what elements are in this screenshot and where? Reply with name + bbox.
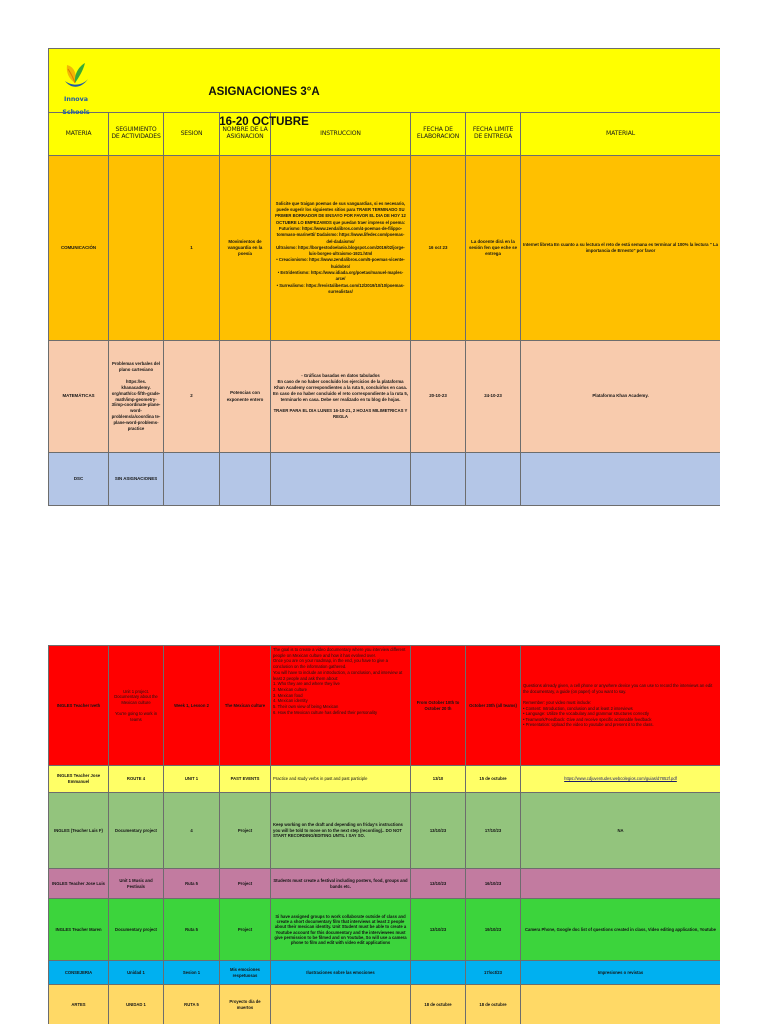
cell-nombre: PAST EVENTS [220,766,271,793]
column-header-fecha-elaboracion: FECHA DE ELABORACION [411,113,466,156]
cell-materia: MATEMÁTICAS [49,341,109,453]
cell-seguimiento: ROUTE 4 [109,766,164,793]
cell-fecha-limite: 24-10-23 [466,341,521,453]
cell-instruccion [271,453,411,506]
cell-material [521,985,721,1024]
cell-instruccion: Students must create a festival including posters, food, groups and bands etc. [271,869,411,899]
cell-seguimiento: Unit 1 project. Documentary about the Mexican culture You're going to work in teams [109,646,164,766]
title-cell [49,49,721,128]
cell-fecha-elaboracion [411,453,466,506]
column-header-sesion: SESION [164,113,220,156]
cell-sesion: 4 [164,793,220,869]
cell-sesion: 2 [164,341,220,453]
cell-nombre: Project [220,869,271,899]
column-header-fecha-limite: FECHA LIMITE DE ENTREGA [466,113,521,156]
cell-sesion: Week 1, Lesson 2 [164,646,220,766]
assignments-table-bottom [48,645,720,1024]
logo-text-line2: Schools [62,108,90,116]
cell-fecha-elaboracion: 13/10/23 [411,869,466,899]
cell-sesion: Sesion 1 [164,961,220,985]
cell-materia: INGLES Teacher Maren [49,899,109,961]
table-row [49,156,721,341]
leaf-logo-icon [61,61,91,91]
cell-nombre [220,453,271,506]
column-header-materia: MATERIA [49,113,109,156]
cell-sesion: 1 [164,156,220,341]
cell-sesion: RUTA 5 [164,985,220,1024]
column-header-material: MATERIAL [521,113,721,156]
cell-sesion: UNIT 1 [164,766,220,793]
table-row [49,985,721,1024]
table-row [49,961,721,985]
column-header-seguimiento: SEGUIMIENTO DE ACTIVIDADES [109,113,164,156]
cell-fecha-elaboracion: 20-10-23 [411,341,466,453]
cell-material: Camera Phone, Google doc list of questions created in class, Video editing application, Youtube [521,899,721,961]
assignments-sheet-bottom [48,645,720,1024]
cell-fecha-limite: 19/10/23 [466,899,521,961]
column-header-nombre: NOMBRE DE LA ASIGNACION [220,113,271,156]
page-title: ASIGNACIONES 3°A [208,86,320,98]
cell-seguimiento: Documentary project [109,899,164,961]
cell-fecha-elaboracion: 13/10/23 [411,899,466,961]
cell-fecha-limite: 16/10/23 [466,869,521,899]
cell-instruccion: The goal is to create a video documentary where you interview different people on Mexican culture and how it has evolved over. Once you are on your roadmap, in the end, you have to give a conclusion on the information gathered. You will have to include an introduction, a conclusion, and interview at least 2 people and ask them about: 1. Who they are and where they live 2. Mexican culture 3. Mexican food 4. Mexican identity 5. Their own view of being Mexican 6. How the Mexican culture has defined their personality [271,646,411,766]
cell-fecha-limite: 18 de octubre [466,985,521,1024]
cell-materia: INGLES Teacher Iveth [49,646,109,766]
cell-nombre: The Mexican culture [220,646,271,766]
cell-sesion: Ruta 5 [164,869,220,899]
assignments-table-top [48,48,720,506]
cell-materia: INGLES Teacher Jose Luis [49,869,109,899]
cell-materia: INGLES (Teacher Luis F) [49,793,109,869]
cell-fecha-elaboracion: 18 de octubre [411,985,466,1024]
cell-nombre: Potencias con exponente entero [220,341,271,453]
cell-nombre: Movimientos de vanguardia en la poesía [220,156,271,341]
cell-materia: INGLES Teacher Jose Emmanuel [49,766,109,793]
cell-fecha-limite: 17/10/23 [466,793,521,869]
cell-nombre: Proyecto día de muertos [220,985,271,1024]
cell-material: Impresiones o revistas [521,961,721,985]
cell-materia: CONSEJERIA [49,961,109,985]
table-row [49,766,721,793]
cell-seguimiento: SIN ASIGNACIONES [109,453,164,506]
cell-instruccion: Ilustraciones sobre las emociones [271,961,411,985]
cell-fecha-limite: La docente dirá en la sesión fen que eche se entrega [466,156,521,341]
cell-materia: DSC [49,453,109,506]
page-title-block [179,70,349,145]
cell-fecha-elaboracion: From October 10th to October 20 th [411,646,466,766]
cell-nombre: Mis emociones respetuosas [220,961,271,985]
cell-seguimiento: Documentary project [109,793,164,869]
cell-material: Plataforma Khan Academy. [521,341,721,453]
cell-instruccion [271,985,411,1024]
cell-seguimiento [109,156,164,341]
table-row [49,793,721,869]
cell-nombre: Project [220,899,271,961]
cell-seguimiento: Unit 1 Music and Festivals [109,869,164,899]
table-row [49,453,721,506]
cell-material: Questions already given, a cell phone or anywhere device you can use to record the interviews an edit the documentary, a guide (on paper) of you want to say. Remember: your video must include: • Content: Introduction, conclusion and at least 2 interviews • Language: Utilize the vocabulary and grammar structures correctly • Teamwork/Feedback: Give and receive specific actionable feedback • Presentation: Upload the video to youtube and present it to the class. [521,646,721,766]
cell-fecha-limite: October 20th (all teams) [466,646,521,766]
cell-seguimiento: Unidad 1 [109,961,164,985]
cell-fecha-limite: 17/oct/23 [466,961,521,985]
assignments-sheet-top [48,48,720,506]
cell-fecha-elaboracion: 16 oct 23 [411,156,466,341]
assignments-body-top [49,156,721,506]
cell-fecha-limite [466,453,521,506]
cell-fecha-elaboracion [411,961,466,985]
cell-fecha-limite: 15 de octubre [466,766,521,793]
cell-material: NA [521,793,721,869]
assignments-body-bottom [49,646,721,1024]
cell-materia: ARTES [49,985,109,1024]
title-row [49,49,721,113]
cell-instruccion: Keep working on the draft and depending on friday's instructions you will be told to move on to the next step (recording).. DO NOT START RECORDING/EDITING UNTIL I SAY SO. [271,793,411,869]
cell-instruccion: Solicite que traigan poemas de sus vanguardias, si es necesario, puede sugerir los siguientes sitios para TRAER TERMINADO SU PRIMER BORRADOR DE ENSAYO POR FAVOR EL DIA DE HOY 12 OCTUBRE LO EMPEZAMOS que puedan traer impreso el poema: Futurismo: https://www.zendalibros.com/4-poemas-de-filippo-tommaso-marinetti/ Dadaísmo: https://www.lifeder.com/poemas-del-dadaismo/ Ultraísmo: https://borgestodoelanio.blogspot.com/2019/02/jorge-luis-borges-ultraismo-1921.html • Creacionismo: https://www.zendalibros.com/5-poemas-vicente-huidobro/ • Estridentismo: https://www.idiada.org/poetas/manuel-maples-arce/ • Surrealismo: https://revistalibertas.com/12/2019/10/10/poemas-surrealistas/ [271,156,411,341]
cell-material [521,453,721,506]
cell-instruccion: Si have assigned groups to work collaborate outside of class and create a short documentary film that interviews at least 2 people about their mexican identity. Unit Student must be able to create a Youtube account for this documentary and the interviewees must give permission to be filmed and on Youtube, So will use a camera phone to film and edit with video edit applications [271,899,411,961]
table-row [49,869,721,899]
column-header-instruccion: INSTRUCCION [271,113,411,156]
cell-sesion: Ruta 5 [164,899,220,961]
table-row [49,341,721,453]
cell-seguimiento: Problemas verbales del plano cartesiano https://es. khanacademy. org/math/cc-fifth-grade-math/imp-geometry-3/imp-coordinate-plane-word-problems/a/coordina te-plane-word-problems-practice [109,341,164,453]
material-link[interactable]: https://www.cdjuventudes.webcolegios.com/guias/d7852f.pdf [521,766,721,793]
table-row [49,899,721,961]
page-subtitle: 16-20 OCTUBRE [219,116,309,128]
cell-seguimiento: UNIDAD 1 [109,985,164,1024]
cell-fecha-elaboracion: 13/10 [411,766,466,793]
cell-materia: COMUNICACIÓN [49,156,109,341]
cell-fecha-elaboracion: 13/10/23 [411,793,466,869]
column-header-row [49,113,721,156]
cell-nombre: Project [220,793,271,869]
school-logo [58,55,94,123]
cell-instruccion: - Gráficas basadas en datos tabulados En caso de no haber concluido los ejercicios de la plataforma Khan Academy correspondientes a la ruta 5, concluirlos en casa. En caso de no haber concluido el reto correspondiente a la ruta 5, terminarlo en casa. Debe ser realizado en tu blog de hojas. TRAER PARA EL DIA LUNES 16-10-21, 2 HOJAS MILIMETRICAS Y REGLA [271,341,411,453]
cell-material [521,869,721,899]
logo-text-line1: Innova [64,96,88,104]
cell-material: Internet libreta En cuanto a su lectura el reto de está semana es terminar al 100% la lectura " La importancia de Ernesto" por favor [521,156,721,341]
cell-instruccion: Practice and study verbs in past and past participle [271,766,411,793]
cell-sesion [164,453,220,506]
table-row [49,646,721,766]
